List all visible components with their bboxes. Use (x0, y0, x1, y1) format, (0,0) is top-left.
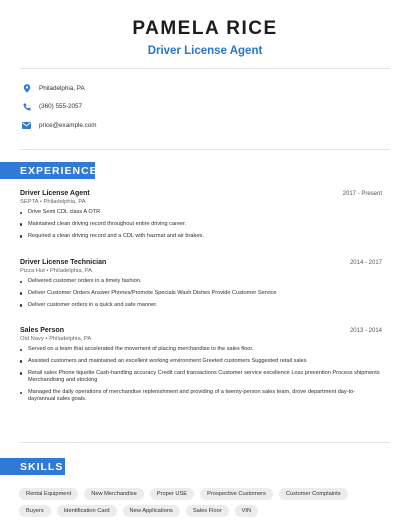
job-bullets (20, 278, 382, 309)
job-company: Pizza Hut • Philadelphia, PA (20, 268, 93, 274)
candidate-title: Driver License Agent (147, 45, 263, 57)
bullet-item: Assisted customers and maintained an excellent working environment Greeted customers Suggested retail sales (20, 358, 382, 365)
skill-tag: VIN (235, 505, 258, 517)
bullet-item: Required a clean driving record and a CDL with hazmat and air brakes. (20, 233, 382, 240)
skill-tag: Buyers (19, 505, 51, 517)
section-header-experience: EXPERIENCE (0, 162, 95, 179)
phone-icon (22, 102, 31, 111)
experience-divider (20, 442, 390, 443)
contact-email (22, 119, 382, 131)
skill-tag: Sales Floor (186, 505, 229, 517)
skills-list (19, 488, 389, 522)
job-company: Old Navy • Philadelphia, PA (20, 336, 92, 342)
contact-location-text: Philadelphia, PA (39, 84, 85, 92)
header-divider (20, 68, 390, 69)
job-dates: 2017 - Present (342, 191, 382, 197)
skill-tag: Proper USE (150, 488, 194, 500)
job-dates: 2013 - 2014 (349, 328, 382, 334)
job-company: SEPTA • Philadelphia, PA (20, 199, 86, 205)
skill-tag: Prospective Customers (200, 488, 273, 500)
resume-header (0, 18, 410, 57)
skill-tag: Rental Equipment (19, 488, 78, 500)
job-bullets (20, 346, 382, 404)
bullet-item: Drive Semi CDL class A OTR (20, 209, 382, 216)
contact-phone (22, 101, 382, 113)
email-icon (22, 121, 31, 130)
skill-tag: New Merchandise (84, 488, 144, 500)
job-role: Sales Person (20, 327, 64, 334)
job-entry (20, 190, 382, 245)
contact-divider (20, 149, 390, 150)
section-header-skills: SKILLS (0, 458, 65, 475)
skill-tag: Identification Card (57, 505, 117, 517)
bullet-item: Managed the daily operations of merchandise replenishment and providing of a twenty-person sales team, drove department day-to-day/annual sales goals. (20, 389, 382, 404)
bullet-item: Deliver customer orders in a quick and safe manner. (20, 302, 382, 309)
contact-location (22, 82, 382, 94)
bullet-item: Maintained clean driving record throughout entire driving career. (20, 221, 382, 228)
bullet-item: Deliver Customer Orders Answer Phones/Promote Specials Wash Dishes Provide Customer Service (20, 290, 382, 297)
job-entry (20, 327, 382, 408)
job-entry (20, 259, 382, 314)
job-bullets (20, 209, 382, 240)
job-role: Driver License Agent (20, 190, 90, 197)
job-dates: 2014 - 2017 (349, 260, 382, 266)
contact-info (22, 82, 382, 138)
contact-email-text: price@example.com (39, 121, 97, 129)
job-role: Driver License Technician (20, 259, 107, 266)
location-pin-icon (22, 84, 31, 93)
contact-phone-text: (360) 555-2057 (39, 103, 83, 110)
skill-tag: New Applications (123, 505, 180, 517)
candidate-name: PAMELA RICE (132, 18, 278, 39)
bullet-item: Delivered customer orders in a timely fashion. (20, 278, 382, 285)
bullet-item: Retail sales Phone tiquette Cash-handling accuracy Credit card transactions Customer service excellence Loss prevention Process shipments Merchandising and stocking (20, 370, 382, 385)
bullet-item: Served on a team that accelerated the movement of placing merchandise to the sales floor. (20, 346, 382, 353)
skill-tag: Customer Complaints (279, 488, 348, 500)
